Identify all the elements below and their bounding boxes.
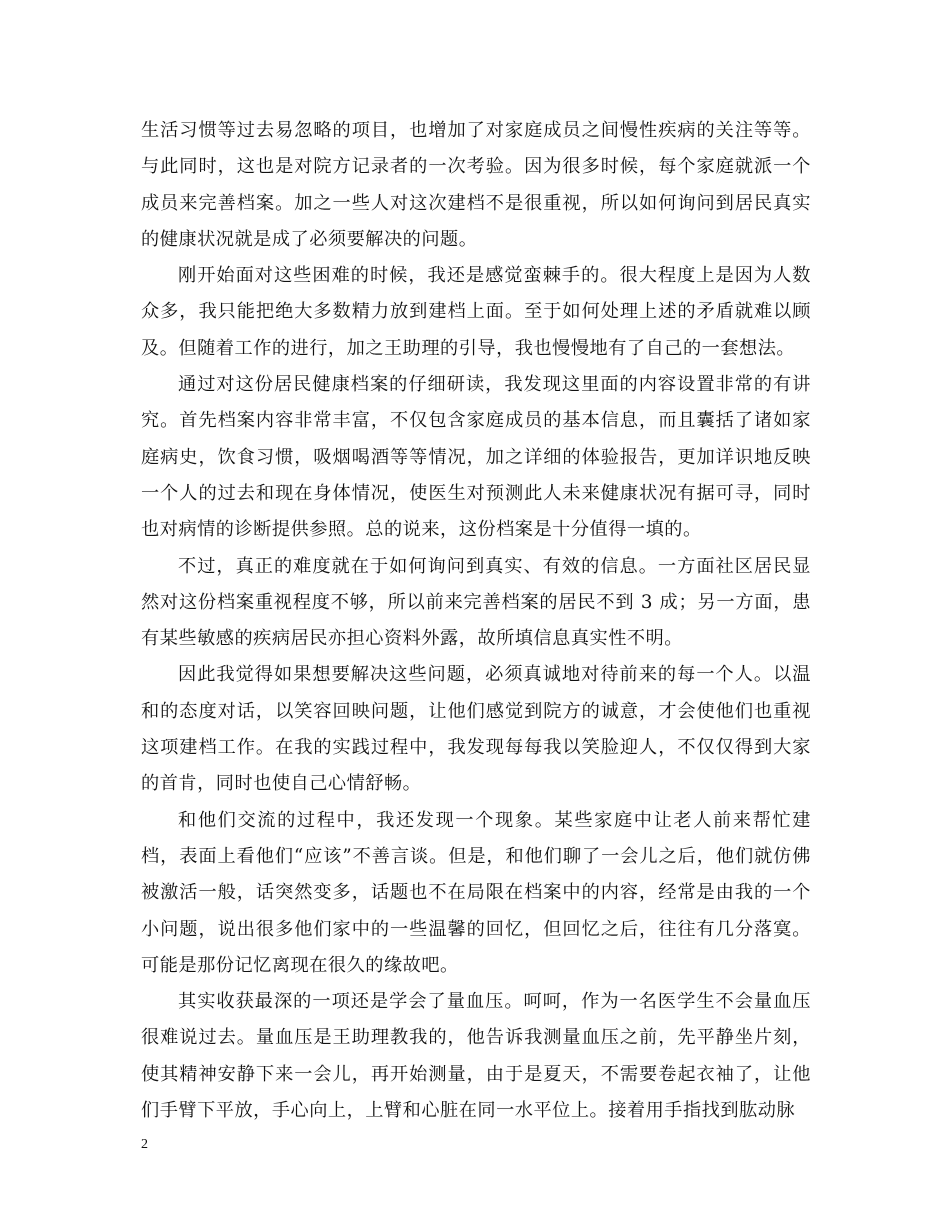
paragraph-6: 和他们交流的过程中，我还发现一个现象。某些家庭中让老人前来帮忙建档，表面上看他们“应该”不善言谈。但是，和他们聊了一会儿之后，他们就仿佛被激活一般，话突然变多，话题也不在局限在档案中的内容，经常是由我的一个小问题，说出很多他们家中的一些温馨的回忆，但回忆之后，往往有几分落寞。可能是那份记忆离现在很久的缘故吧。: [141, 809, 811, 976]
paragraph-3: 通过对这份居民健康档案的仔细研读，我发现这里面的内容设置非常的有讲究。首先档案内容非常丰富，不仅包含家庭成员的基本信息，而且囊括了诸如家庭病史，饮食习惯，吸烟喝酒等等情况，加之详细的体验报告，更加详识地反映一个人的过去和现在身体情况，使医生对预测此人未来健康状况有据可寻，同时也对病情的诊断提供参照。总的说来，这份档案是十分值得一填的。: [141, 374, 811, 541]
paragraph-4: 不过，真正的难度就在于如何询问到真实、有效的信息。一方面社区居民显然对这份档案重视程度不够，所以前来完善档案的居民不到 3 成；另一方面，患有某些敏感的疾病居民亦担心资料外露，故所填信息真实性不明。: [141, 555, 811, 650]
paragraph-1: 生活习惯等过去易忽略的项目，也增加了对家庭成员之间慢性疾病的关注等等。与此同时，这也是对院方记录者的一次考验。因为很多时候，每个家庭就派一个成员来完善档案。加之一些人对这次建档不是很重视，所以如何询问到居民真实的健康状况就是成了必须要解决的问题。: [141, 120, 811, 250]
document-body: [141, 113, 811, 1129]
page-number: 2: [141, 1137, 148, 1152]
paragraph-2: 刚开始面对这些困难的时候，我还是感觉蛮棘手的。很大程度上是因为人数众多，我只能把绝大多数精力放到建档上面。至于如何处理上述的矛盾就难以顾及。但随着工作的进行，加之王助理的引导，我也慢慢地有了自己的一套想法。: [141, 265, 811, 359]
paragraph-5: 因此我觉得如果想要解决这些问题，必须真诚地对待前来的每一个人。以温和的态度对话，以笑容回映问题，让他们感觉到院方的诚意，才会使他们也重视这项建档工作。在我的实践过程中，我发现每每我以笑脸迎人，不仅仅得到大家的首肯，同时也使自己心情舒畅。: [141, 664, 811, 795]
paragraph-7: 其实收获最深的一项还是学会了量血压。呵呵，作为一名医学生不会量血压很难说过去。量血压是王助理教我的，他告诉我测量血压之前，先平静坐片刻，使其精神安静下来一会儿，再开始测量，由于是夏天，不需要卷起衣袖了，让他们手臂下平放，手心向上，上臂和心脏在同一水平位上。接着用手指找到肱动脉: [141, 991, 811, 1122]
